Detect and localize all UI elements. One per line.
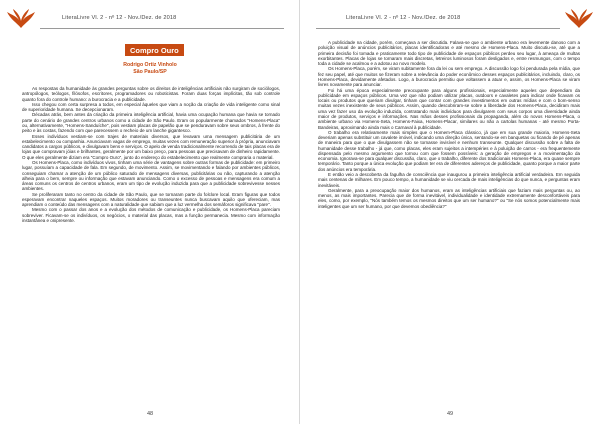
paragraph: Esses indivíduos vestiam-se com trajes de materiais diversos, que levavam uma mensagem publicitária de um estabelecimento ou companhia. Anunciavam vagas de emprego, muitas vezes com remuneração superior à própria, anunciavam candidatos a cargos públicos, e divulgavam bens e serviços. O apelo de venda tradicionalmente recorrendo de tais placas era de lojas que compravam jóias e brilhantes, geralmente por um baixo preço, para pessoas que precisavam de dinheiro rapidamente. O que eles geralmente diziam era "Compro Ouro", junto do endereço do estabelecimento que realmente compraria o material. [22,133,280,160]
winged-emblem-icon [6,8,36,32]
article-body-right [318,40,580,404]
paragraph: Os Homens-Placa, porém, se viram subitamente fora da lei ou sem emprego. A discussão logo foi pendurada pela mídia, que fez seu papel, até que muitos se fizeram sobre a relevância do poder econômico desses espaços publicitários, incluindo, claro, os Homens-Placa, devidamente afetados. Logo, a burocracia permitiu que voltassem a atuar e, assim, os Homens-Placa se viram livres novamente para anunciar. [318,66,580,88]
paragraph: O trabalho era relativamente mais simples que o Homem-Placa clássico, já que em sua grande maioria, Homens-Seta deveriam apenas substituir um cavalete imóvel, indicando uma direção única, sentando-se em banquetas ou ficando de pé apenas de maneira para que o que divulgassem não se tornasse invisível e nenhum transeunte. Qualquer discussão sobre a falta de humanidade desse trabalho - já que, como placas, eles eram sujeitos a intempéries e à poluição de carros - era frequentemente dispensada pelo mesmo argumento que tornou com que fossem possíveis: a geração de empregos e a movimentação da economia. Ignorava-se para qualquer discussão, claro, que o trabalho, diferente dos tradicionais Homens-Placa, era quase sempre temporário. Tanto porque a única evolução que podiam ter era de diferentes adereços de publicidade, quanto porque a maior parte dos anúncios era temporária. [318,129,580,172]
left-page-header [0,6,300,34]
paragraph: E então veio a descoberta da fagulha de consciência que inaugurou a primeira inteligência artificial verdadeira. Em seguida mais centenas de milhares. Em pouco tempo, a humanidade se viu cercada de mais inteligências do que nunca, e perguntas eram inevitáveis. [318,172,580,188]
article-body-left [22,86,280,404]
right-page [300,0,600,424]
page-number: 49 [446,411,454,417]
paragraph: Se proliferaram tanto no centro da cidade de São Paulo, que se tornaram parte do folclore local. Eram figuras que todos esperavam encontrar naqueles espaços. Muitos moradores ou transeuntes nunca buscavam aquilo que ofereciam, mas aprendiam o conteúdo das mensagens com a naturalidade que sabiam que a luz vermelha dos semáforos significava "pare". [22,191,280,208]
page-number: 48 [146,411,154,417]
paragraph: Décadas atrás, bem antes da criação da primeira inteligência artificial, havia uma ocupação humana que havia se tornado parte do cenário de grandes centros urbanos como a cidade de São Paulo. Eram os popularmente chamados "Homens-Placa" ou, alternativamente, "Homens-Sanduíche", pois vestiam placas de papelão que se penduravam sobre seus ombros, à frente do peito e às costas, fazendo com que parecessem o recheio de um lanche gigantesco. [22,112,280,134]
paragraph: Mesmo com o passar dos anos e a evolução dos métodos de comunicação e publicidade, os Homens-Placa pareciam sobreviver. Ficavam-se os indivíduos, os negócios, o material das placas, mas a função permanecia. Mesmo com informação instantânea e onipresente. [22,207,280,224]
paragraph: Isso chegou com certa surpresa a todos, em especial àqueles que viam a noção da criação de vida inteligente como sinal de superioridade humana. Se decepcionaram. [22,101,280,113]
paragraph: Geralmente, para a preocupação maior dos humanos, eram as inteligências artificiais que faziam mais perguntas ou, ao menos, as mais importantes. Parecia que de forma inevitável, individualidade e identidade extremamente desconfortáveis para eles, como, por exemplo, "Nós também temos os mesmos direitos que um ser humano?" ou "Se nós somos potencialmente mais inteligentes que um ser humano, por que devemos obediência?" [318,187,580,209]
header-rule [316,28,560,29]
paragraph: Foi há uma época especialmente preocupante para alguns profissionais, especialmente aqueles que dependiam da publicidade em espaços públicos. Uma vez que não podiam utilizar placas, outdoors e cavaletes para indicar onde ficavam os locais ou produtos que queriam divulgar, tinham que contar com grandes investimentos em outras mídias e com o bom-senso muitas vezes inexistente de seus públicos. Assim, quando descobriram-se sobre a liberdade dos Homens-Placa, decidiram mais uma vez fazer uso da evolução induzida, contratando mais indivíduos para divulgarem com seus corpos uma diversidade ainda maior de produtos, serviços e informações. Nas mãos desses profissionais da propaganda, além do novos Homens-Placa, o ambiente urbano via Homens-Seta, Homens-Faixa, Homens-Placar, similares ou não a cartolas humanas - até mesmo Porta-Bandeiras, aproximando ainda mais o Carnaval à publicidade. [318,87,580,130]
section-title: Compro Ouro [125,44,184,56]
author-location: São Paulo/SP [133,69,167,75]
paragraph: As respostas da humanidade às grandes perguntas sobre os direitos de inteligências artificiais não surgiram de sociólogos, antropólogos, teólogos, filósofos, escritores, programadores ou roboticistas. Foram duas forças implícitas, tão sob controle quanto fora do controle humano: a burocracia e a publicidade. [22,86,280,102]
winged-emblem-icon [564,8,594,32]
header-rule [40,28,284,29]
header-title: LiteraLivre Vl. 2 - nº 12 - Nov./Dez. de 2018 [62,15,177,21]
header-title: LiteraLivre Vl. 2 - nº 12 - Nov./Dez. de 2018 [346,15,461,21]
right-page-header [300,6,600,34]
paragraph: A publicidade na cidade, porém, começava a ser discutida. Falava-se que o ambiente urbano era levemente danoso com a poluição visual de anúncios publicitários, placas identificadoras e até mesmo de Homens-Placa. Muito discutiu-se, até que a primeira decisão foi tomada e praticamente todo tipo de publicidade de espaços públicos perdeu seu lugar, à ameaça de multas exorbitantes. Placas de lojas se tornaram mais discretas, letreiros luminosos foram desligados e, entre resmungos, com o tempo toda a cidade se acalmou e a adotou ao novo modelo. [318,40,580,67]
paragraph: Os Homens-Placa, como indivíduos vivos, tinham uma série de vantagens sobre outras formas de publicidade: em primeiro lugar, possuíam a capacidade de fala. Em segundo, de movimento. Assim, se movimentando e falando por ambientes públicos, conseguiam chamar a atenção de um público saturado de mensagens diversas, publicitárias ou não, capturando a atenção alheia para o bem, sempre ou informação que estavam anunciando. Como o excesso de pessoas e mensagens era comum a áreas comuns os centros de centros urbanos, eram um tipo de evolução induzida para que a publicidade sobrevivesse nesses ambientes. [22,159,280,192]
author-name: Rodrigo Ortiz Vinholo [123,62,177,68]
